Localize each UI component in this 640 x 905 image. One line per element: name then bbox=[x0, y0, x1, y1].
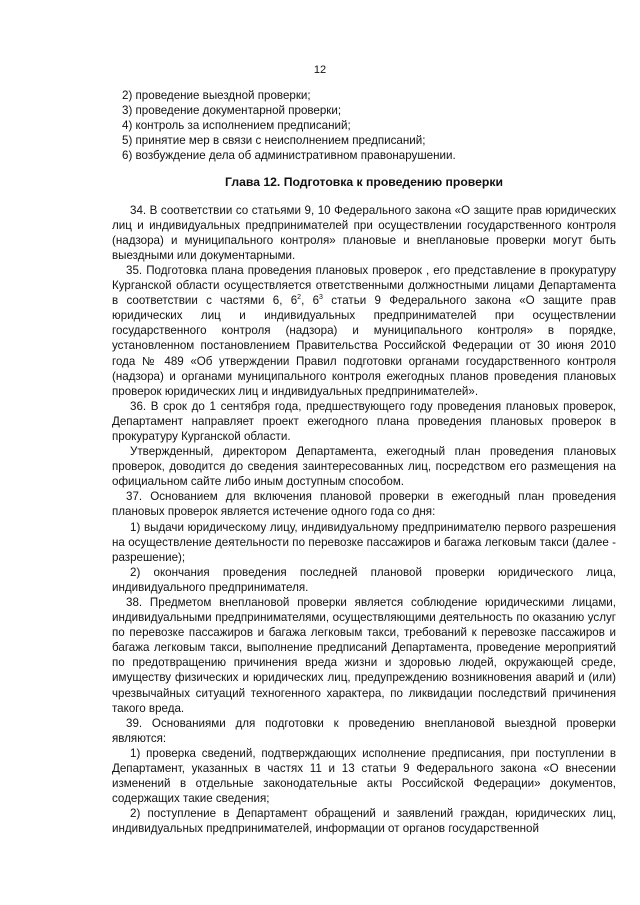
paragraph-35-part-b: , 6 bbox=[301, 294, 320, 308]
paragraph-36-approved: Утвержденный, директором Департамента, ежегодный план проведения плановых проверок, доводится до сведения заинтересованных лиц, посредством его размещения на официальном сайте либо иным доступным способом. bbox=[112, 445, 616, 489]
paragraph-39-item-1: 1) проверка сведений, подтверждающих исполнение предписания, при поступлении в Департамент, указанных в частях 11 и 13 статьи 9 Федерального закона «О внесении изменений в отдельные законодательные акты Российской Федерации» документов, содержащих такие сведения; bbox=[112, 746, 616, 806]
paragraph-37-item-2: 2) окончания проведения последней плановой проверки юридического лица, индивидуального предпринимателя. bbox=[112, 565, 616, 594]
list-item: 5) принятие мер в связи с неисполнением предписаний; bbox=[122, 134, 426, 148]
paragraph-35 bbox=[112, 263, 616, 399]
paragraph-39-item-2: 2) поступление в Департамент обращений и заявлений граждан, юридических лиц, индивидуальных предпринимателей, информации от органов государственной bbox=[112, 807, 616, 836]
paragraph-38: 38. Предметом внеплановой проверки является соблюдение юридическими лицами, индивидуальными предпринимателями, осуществляющими деятельность по оказанию услуг по перевозке пассажиров и багажа легковым такси, требований к перевозке пассажиров и багажа легковым такси, выполнение предписаний Департамента, проведение мероприятий по предотвращению причинения вреда жизни и здоровью людей, окружающей среде, имуществу физических и юридических лиц, предупреждению возникновения аварий и (или) чрезвычайных ситуаций техногенного характера, по ликвидации последствий причинения такого вреда. bbox=[112, 596, 616, 715]
paragraph-39: 39. Основаниями для подготовки к проведению внеплановой выездной проверки являются: bbox=[112, 716, 616, 745]
list-item: 6) возбуждение дела об административном правонарушении. bbox=[122, 149, 456, 163]
paragraph-34: 34. В соответствии со статьями 9, 10 Федерального закона «О защите прав юридических лиц и индивидуальных предпринимателей при осуществлении государственного контроля (надзора) и муниципального контроля» плановые и внеплановые проверки могут быть выездными или документарными. bbox=[112, 203, 616, 262]
list-item: 3) проведение документарной проверки; bbox=[122, 104, 342, 118]
list-item: 4) контроль за исполнением предписаний; bbox=[122, 119, 351, 133]
superscript: 3 bbox=[319, 294, 323, 302]
paragraph-35-part-c: статьи 9 Федерального закона «О защите прав юридических лиц и индивидуальных предпринимателей при осуществлении государственного контроля (надзора) и муниципального контроля» в порядке, установленном постановлением Правительства Российской Федерации от 30 июня 2010 года № 489 «Об утверждении Правил подготовки органами государственного контроля (надзора) и органами муниципального контроля ежегодных планов проведения плановых проверок юридических лиц и индивидуальных предпринимателей». bbox=[112, 294, 617, 398]
chapter-title: Глава 12. Подготовка к проведению проверки bbox=[225, 175, 503, 190]
paragraph-37-item-1: 1) выдачи юридическому лицу, индивидуальному предпринимателю первого разрешения на осуществление деятельности по перевозке пассажиров и багажа легковым такси (далее - разрешение); bbox=[112, 520, 616, 564]
superscript: 2 bbox=[297, 294, 302, 302]
paragraph-37: 37. Основанием для включения плановой проверки в ежегодный план проведения плановых проверок является истечение одного года со дня: bbox=[112, 490, 616, 519]
paragraph-36: 36. В срок до 1 сентября года, предшествующего году проведения плановых проверок, Департамент направляет проект ежегодного плана проведения плановых проверок в прокуратуру Курганской области. bbox=[112, 399, 616, 443]
paragraph-35-part-a: 35. Подготовка плана проведения плановых проверок , его представление в прокуратуру Курганской области осуществляется ответственными должностными лицами Департамента в соответствии с частями 6, 6 bbox=[112, 263, 616, 308]
document-body bbox=[112, 88, 616, 837]
page-number: 12 bbox=[313, 64, 327, 76]
list-item: 2) проведение выездной проверки; bbox=[122, 89, 311, 102]
